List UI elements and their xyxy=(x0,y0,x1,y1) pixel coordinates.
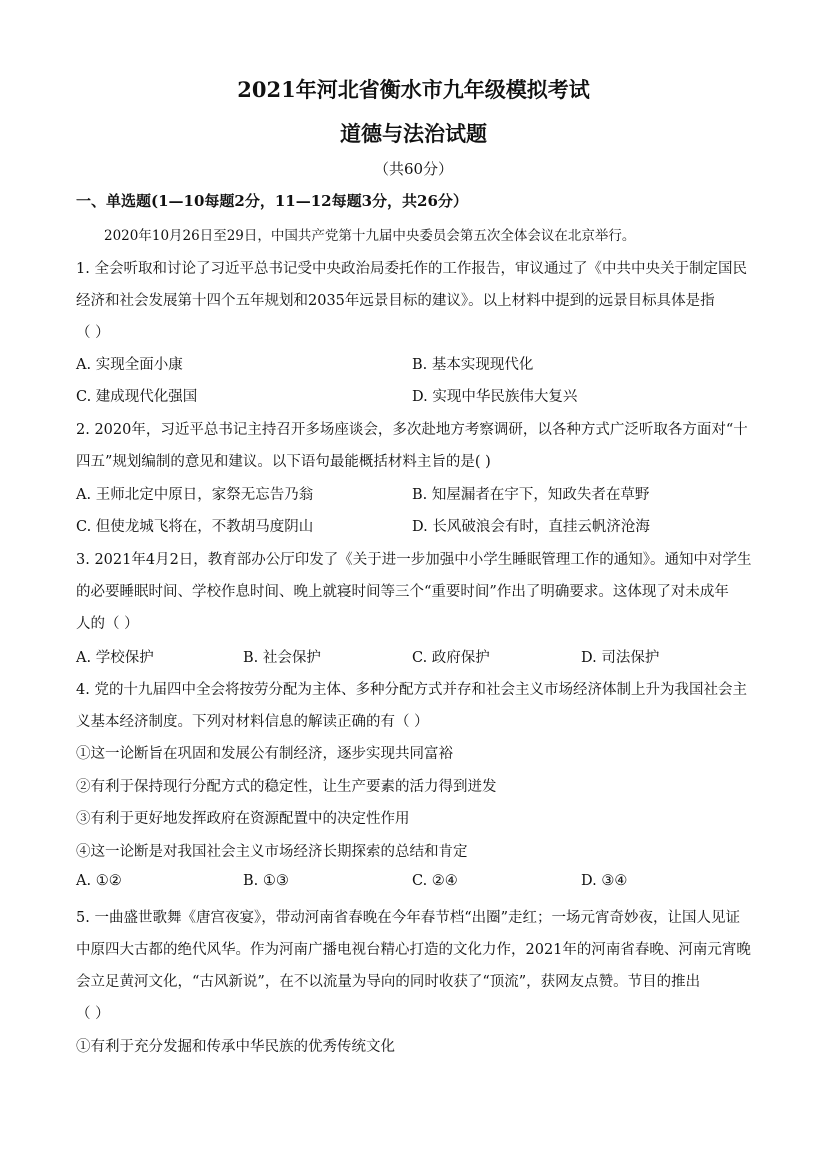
q1-option-d[interactable]: D. 实现中华民族伟大复兴 xyxy=(412,389,578,405)
q3-line3: 人的（ ） xyxy=(76,616,139,632)
q2-option-a[interactable]: A. 王师北定中原日，家祭无忘告乃翁 xyxy=(76,487,314,503)
q2-option-b[interactable]: B. 知屋漏者在宇下，知政失者在草野 xyxy=(412,487,650,503)
q4-line2: 义基本经济制度。下列对材料信息的解读正确的有（ ） xyxy=(76,714,429,730)
q3-option-b[interactable]: B. 社会保护 xyxy=(243,650,321,666)
q4-line1: 4. 党的十九届四中全会将按劳分配为主体、多种分配方式并存和社会主义市场经济体制上升为我国社会主 xyxy=(76,682,747,698)
q3-line2: 的必要睡眠时间、学校作息时间、晚上就寝时间等三个“重要时间”作出了明确要求。这体现了对未成年 xyxy=(76,584,729,600)
total-score: （共60分） xyxy=(373,160,454,178)
q1-line1: 1. 全会听取和讨论了习近平总书记受中央政治局委托作的工作报告，审议通过了《中共中央关于制定国民 xyxy=(76,261,747,277)
q1-line2: 经济和社会发展第十四个五年规划和2035年远景目标的建议》。以上材料中提到的远景目标具体是指 xyxy=(76,293,715,309)
exam-subtitle: 道德与法治试题 xyxy=(340,121,487,146)
q3-option-d[interactable]: D. 司法保护 xyxy=(581,650,660,666)
q4-item-2: ②有利于保持现行分配方式的稳定性，让生产要素的活力得到迸发 xyxy=(76,779,497,795)
section-intro: 2020年10月26日至29日，中国共产党第十九届中央委员会第五次全体会议在北京举行。 xyxy=(104,228,636,244)
q4-item-1: ①这一论断旨在巩固和发展公有制经济，逐步实现共同富裕 xyxy=(76,746,453,762)
q2-option-d[interactable]: D. 长风破浪会有时，直挂云帆济沧海 xyxy=(412,519,650,535)
exam-title: 2021年河北省衡水市九年级模拟考试 xyxy=(237,77,590,102)
q4-option-b[interactable]: B. ①③ xyxy=(243,873,289,889)
q1-option-a[interactable]: A. 实现全面小康 xyxy=(76,357,183,373)
q1-option-c[interactable]: C. 建成现代化强国 xyxy=(76,389,198,405)
q2-option-c[interactable]: C. 但使龙城飞将在，不教胡马度阴山 xyxy=(76,519,314,535)
q4-option-a[interactable]: A. ①② xyxy=(76,873,122,889)
q4-option-c[interactable]: C. ②④ xyxy=(412,873,458,889)
q5-line4: （ ） xyxy=(76,1006,110,1022)
q5-line3: 会立足黄河文化，“古风新说”，在不以流量为导向的同时收获了“顶流”，获网友点赞。节目的推出 xyxy=(76,974,701,990)
q1-option-b[interactable]: B. 基本实现现代化 xyxy=(412,357,534,373)
q4-item-4: ④这一论断是对我国社会主义市场经济长期探索的总结和肯定 xyxy=(76,844,468,860)
q1-line3: （ ） xyxy=(76,325,110,341)
q5-line2: 中原四大古都的绝代风华。作为河南广播电视台精心打造的文化力作，2021年的河南省春晚、河南元宵晚 xyxy=(76,942,751,958)
q4-item-3: ③有利于更好地发挥政府在资源配置中的决定性作用 xyxy=(76,811,410,827)
q5-item-1: ①有利于充分发掘和传承中华民族的优秀传统文化 xyxy=(76,1039,395,1055)
q5-line1: 5. 一曲盛世歌舞《唐宫夜宴》，带动河南省春晚在今年春节档“出圈”走红；一场元宵奇妙夜，让国人见证 xyxy=(76,910,741,926)
q4-option-d[interactable]: D. ③④ xyxy=(581,873,628,889)
q2-line1: 2. 2020年，习近平总书记主持召开多场座谈会，多次赴地方考察调研，以各种方式广泛听取各方面对“十 xyxy=(76,422,748,438)
section-heading: 一、单选题(1—10每题2分，11—12每题3分，共26分） xyxy=(76,192,468,210)
q3-option-a[interactable]: A. 学校保护 xyxy=(76,650,154,666)
q3-line1: 3. 2021年4月2日，教育部办公厅印发了《关于进一步加强中小学生睡眠管理工作的通知》。通知中对学生 xyxy=(76,552,752,568)
q3-option-c[interactable]: C. 政府保护 xyxy=(412,650,490,666)
q2-line2: 四五”规划编制的意见和建议。以下语句最能概括材料主旨的是( ) xyxy=(76,454,491,470)
